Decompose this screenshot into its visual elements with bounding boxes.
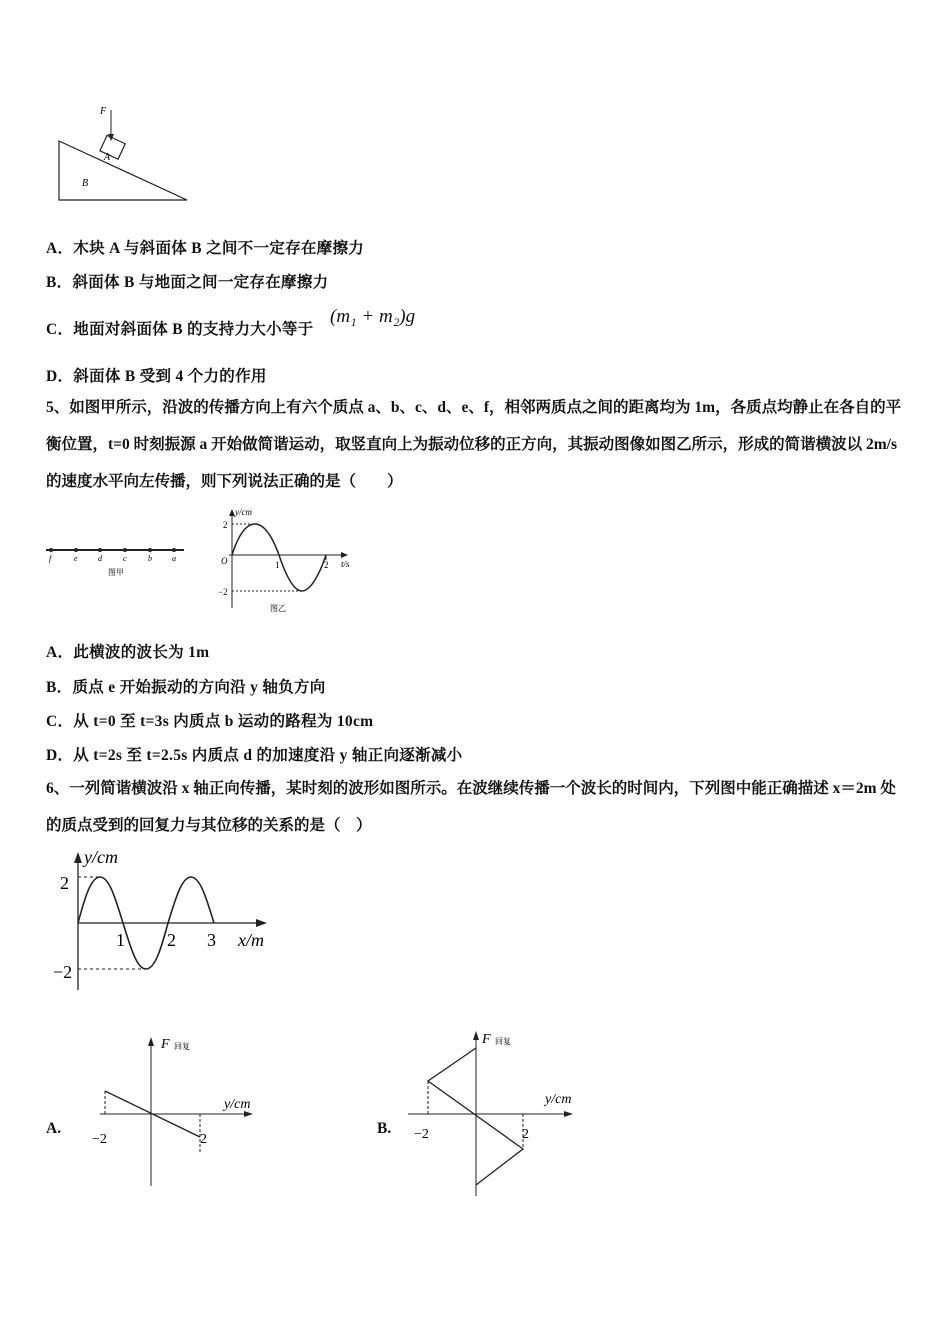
yi-x1: 1 <box>275 560 280 570</box>
graph-b-f-sub: 回复 <box>495 1037 511 1046</box>
graph-b-f-label: F <box>482 1032 491 1047</box>
graph-b-pos: 2 <box>522 1127 529 1142</box>
wave-x3: 3 <box>207 930 216 950</box>
caption-yi: 图乙 <box>270 604 286 613</box>
q6-option-a-graph <box>88 1030 268 1192</box>
wave-x1: 1 <box>116 930 125 950</box>
yi-origin: O <box>221 556 228 566</box>
point-a <box>172 548 176 552</box>
q6-option-b-graph <box>398 1024 588 1202</box>
label-point-b: b <box>148 554 152 563</box>
q5-option-d: D．从 t=2s 至 t=2.5s 内质点 d 的加速度沿 y 轴正向逐渐减小 <box>46 747 463 764</box>
q4-option-c-formula: (m₁ + m₂)g <box>330 306 416 327</box>
point-c <box>123 548 127 552</box>
q5-option-c: C．从 t=0 至 t=3s 内质点 b 运动的路程为 10cm <box>46 713 374 730</box>
q5-stem: 5、如图甲所示，沿波的传播方向上有六个质点 a、b、c、d、e、f，相邻两质点之间的距离均为 1m，各质点均静止在各自的平衡位置，t=0 时刻振源 a 开始做简谐运动，取竖直向上为振动位移的正方向，其振动图像如图乙所示，形成的简谐横波以 2m/s 的速度水平向左传播，则下列说法正确的是（ ） <box>46 399 902 490</box>
point-e <box>74 548 78 552</box>
vibration-curve <box>232 524 326 591</box>
q5-option-a: A．此横波的波长为 1m <box>46 644 210 661</box>
yi-yneg: −2 <box>218 587 228 597</box>
label-b: B <box>82 178 89 189</box>
yi-ylabel: y/cm <box>235 507 252 517</box>
graph-a-ylabel: y/cm <box>224 1097 251 1112</box>
yi-xlabel: t/s <box>341 559 350 569</box>
label-f: F <box>100 106 107 117</box>
label-point-f: f <box>49 554 52 563</box>
force-arrowhead <box>108 134 114 141</box>
fig-jia <box>44 538 189 580</box>
label-point-c: c <box>123 554 127 563</box>
point-f <box>49 548 53 552</box>
q4-option-a: A．木块 A 与斜面体 B 之间不一定存在摩擦力 <box>46 240 365 257</box>
point-b <box>148 548 152 552</box>
caption-jia: 图甲 <box>108 568 124 577</box>
graph-a-pos: 2 <box>200 1132 207 1147</box>
point-d <box>98 548 102 552</box>
fig-wave <box>50 845 280 995</box>
incline-figure <box>50 100 200 206</box>
q4-option-c: C．地面对斜面体 B 的支持力大小等于 <box>46 321 314 338</box>
graph-b-neg: −2 <box>414 1127 429 1142</box>
q4-option-d: D．斜面体 B 受到 4 个力的作用 <box>46 368 267 385</box>
q6-option-a-label: A. <box>46 1120 62 1137</box>
yi-x2: 2 <box>324 560 329 570</box>
q5-option-b: B．质点 e 开始振动的方向沿 y 轴负方向 <box>46 679 326 696</box>
graph-b-ylabel: y/cm <box>545 1092 572 1107</box>
label-point-e: e <box>74 554 78 563</box>
wave-x2: 2 <box>167 930 176 950</box>
label-point-d: d <box>98 554 102 563</box>
wave-ylabel: y/cm <box>84 847 118 867</box>
wave-yneg: −2 <box>53 962 73 982</box>
wave-ypos: 2 <box>60 873 69 893</box>
wave-xlabel: x/m <box>238 930 264 950</box>
graph-a-f-sub: 回复 <box>174 1042 190 1051</box>
q6-option-b-label: B. <box>377 1120 392 1137</box>
yi-ypos: 2 <box>223 520 228 530</box>
q6-stem: 6、一列简谐横波沿 x 轴正向传播，某时刻的波形如图所示。在波继续传播一个波长的时间内，下列图中能正确描述 x＝2m 处的质点受到的回复力与其位移的关系的是（ ） <box>46 780 896 834</box>
label-point-a: a <box>172 554 176 563</box>
graph-a-f-label: F <box>161 1037 170 1052</box>
fig-yi <box>215 505 365 617</box>
q4-option-b: B．斜面体 B 与地面之间一定存在摩擦力 <box>46 274 329 291</box>
label-a: A <box>104 152 111 163</box>
graph-a-neg: −2 <box>92 1132 107 1147</box>
